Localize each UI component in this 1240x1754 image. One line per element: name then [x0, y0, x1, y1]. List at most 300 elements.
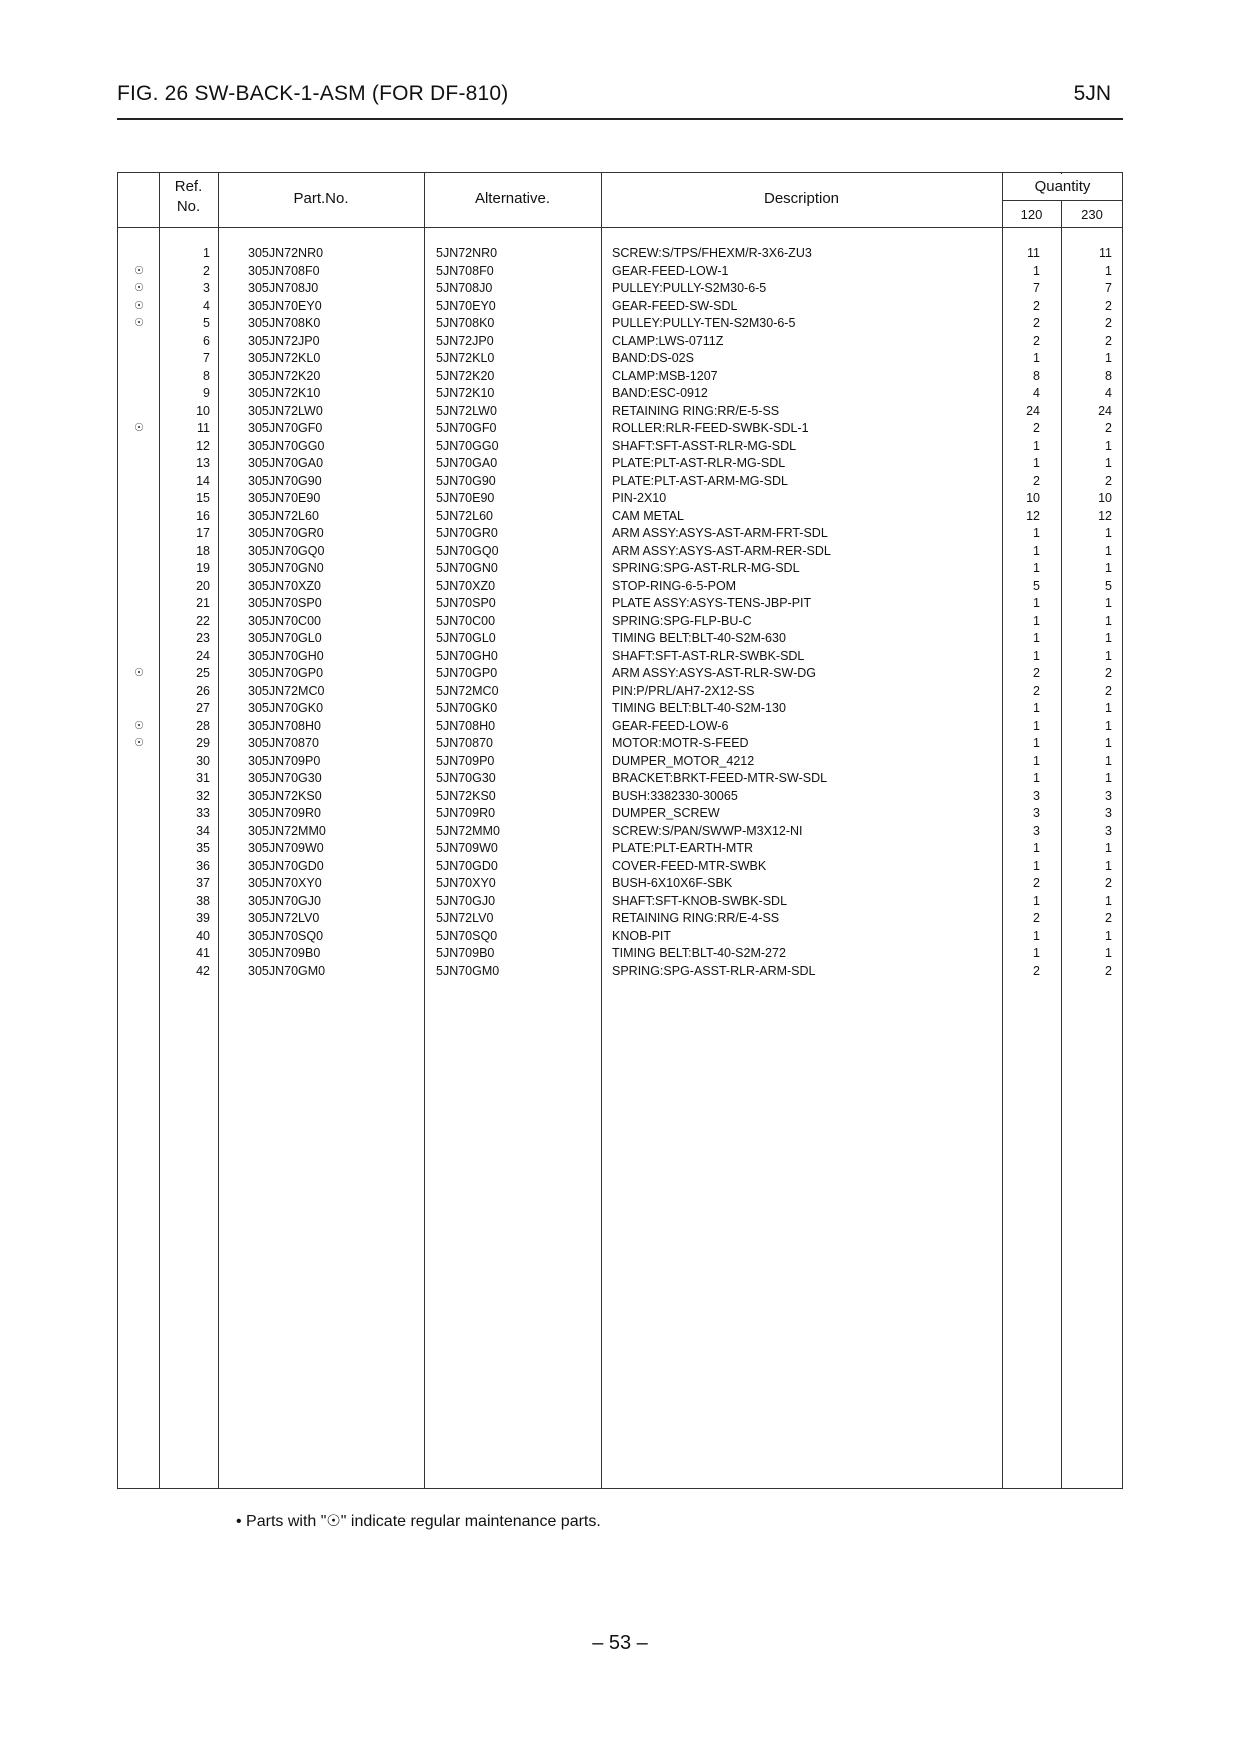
quantity-header: Quantity [1034, 178, 1091, 195]
page-header [117, 80, 1123, 120]
quantity-230-cell: 1 [1105, 526, 1112, 540]
maintenance-mark-icon: ☉ [134, 422, 144, 434]
table-row [118, 613, 1122, 631]
ref-no-cell: 7 [203, 351, 210, 365]
alternative-cell: 5JN70GK0 [436, 701, 498, 715]
quantity-230-cell: 1 [1105, 351, 1112, 365]
quantity-120-cell: 1 [1033, 561, 1040, 575]
part-no-cell: 305JN72LV0 [248, 911, 320, 925]
quantity-230-cell: 1 [1105, 701, 1112, 715]
part-no-cell: 305JN70EY0 [248, 298, 322, 313]
description-cell: STOP-RING-6-5-POM [612, 578, 737, 593]
table-row [118, 963, 1122, 981]
alternative-cell: 5JN72KL0 [436, 351, 495, 365]
part-no-cell: 305JN70XY0 [248, 876, 322, 890]
part-no-cell: 305JN72K20 [248, 368, 321, 383]
table-row [118, 700, 1122, 718]
quantity-120-cell: 1 [1033, 893, 1040, 908]
quantity-230-cell: 3 [1105, 823, 1112, 838]
alternative-cell: 5JN70GH0 [436, 648, 498, 663]
ref-no-cell: 26 [196, 683, 210, 698]
table-row [118, 385, 1122, 403]
table-row [118, 298, 1122, 316]
quantity-120-cell: 11 [1027, 246, 1040, 260]
description-header: Description [763, 190, 840, 207]
ref-no-cell: 2 [203, 263, 210, 278]
quantity-120-cell: 2 [1033, 333, 1040, 348]
table-row [118, 665, 1122, 683]
part-no-cell: 305JN72LW0 [248, 403, 323, 418]
quantity-230-cell: 24 [1098, 403, 1112, 418]
part-no-cell: 305JN72KL0 [248, 351, 321, 365]
ref-no-cell: 1 [203, 246, 210, 260]
part-no-cell: 305JN70SP0 [248, 596, 322, 610]
part-no-cell: 305JN70XZ0 [248, 578, 321, 593]
alternative-cell: 5JN708K0 [436, 316, 495, 330]
table-row [118, 508, 1122, 526]
quantity-divider [1002, 200, 1123, 201]
quantity-230-cell: 1 [1105, 648, 1112, 663]
ref-no-cell: 24 [196, 648, 210, 663]
ref-no-cell: 13 [196, 456, 210, 470]
ref-no-cell: 9 [203, 386, 210, 400]
quantity-120-cell: 2 [1033, 963, 1040, 978]
alternative-header: Alternative. [474, 190, 551, 207]
table-row [118, 630, 1122, 648]
alternative-cell: 5JN70E90 [436, 491, 495, 505]
part-no-cell: 305JN70GQ0 [248, 543, 325, 558]
table-row [118, 473, 1122, 491]
alternative-cell: 5JN70XY0 [436, 876, 496, 890]
table-row [118, 753, 1122, 771]
part-no-cell: 305JN70870 [248, 736, 319, 750]
maintenance-mark-icon: ☉ [134, 667, 144, 679]
table-row [118, 490, 1122, 508]
ref-no-cell: 42 [196, 963, 210, 978]
ref-no-cell: 29 [196, 736, 210, 750]
table-row [118, 840, 1122, 858]
alternative-cell: 5JN72LW0 [436, 403, 497, 418]
table-row [118, 560, 1122, 578]
quantity-120-cell: 3 [1033, 806, 1040, 820]
part-no-cell: 305JN70GR0 [248, 526, 324, 540]
ref-no-cell: 5 [203, 316, 210, 330]
part-no-cell: 305JN72JP0 [248, 333, 320, 348]
description-cell: CLAMP:LWS-0711Z [612, 333, 724, 348]
maintenance-footnote: • Parts with "☉" indicate regular maintenance parts. [236, 1513, 601, 1530]
alternative-cell: 5JN70GL0 [436, 631, 496, 645]
alternative-cell: 5JN70GM0 [436, 963, 500, 978]
part-no-cell: 305JN70GA0 [248, 456, 324, 470]
description-cell: PLATE:PLT-EARTH-MTR [612, 841, 753, 855]
quantity-230-cell: 2 [1105, 911, 1112, 925]
quantity-230-cell: 8 [1105, 368, 1112, 383]
description-cell: KNOB-PIT [612, 928, 672, 943]
alternative-cell: 5JN72JP0 [436, 333, 494, 348]
quantity-230-cell: 1 [1105, 613, 1112, 628]
part-no-cell: 305JN70GM0 [248, 963, 326, 978]
description-cell: GEAR-FEED-SW-SDL [612, 298, 738, 313]
ref-no-cell: 30 [196, 753, 210, 768]
quantity-120-cell: 1 [1033, 841, 1040, 855]
alternative-cell: 5JN70GP0 [436, 666, 498, 680]
quantity-230-cell: 2 [1105, 963, 1112, 978]
ref-no-cell: 10 [196, 403, 210, 418]
table-row [118, 315, 1122, 333]
quantity-230-cell: 1 [1105, 456, 1112, 470]
ref-no-cell: 16 [196, 508, 210, 523]
quantity-230-cell: 2 [1105, 421, 1112, 435]
description-cell: PIN:P/PRL/AH7-2X12-SS [612, 683, 755, 698]
quantity-120-cell: 2 [1033, 666, 1040, 680]
ref-no-cell: 27 [196, 701, 210, 715]
description-cell: BAND:ESC-0912 [612, 386, 708, 400]
ref-no-cell: 23 [196, 631, 210, 645]
maintenance-mark-icon: ☉ [134, 719, 144, 732]
table-row [118, 735, 1122, 753]
alternative-cell: 5JN708F0 [436, 263, 494, 278]
part-no-cell: 305JN70C00 [248, 613, 321, 628]
alternative-cell: 5JN709R0 [436, 806, 496, 820]
description-cell: DUMPER_MOTOR_4212 [612, 753, 755, 768]
quantity-120-cell: 4 [1033, 386, 1040, 400]
part-no-cell: 305JN70G30 [248, 771, 322, 785]
ref-no-cell: 17 [196, 526, 210, 540]
alternative-cell: 5JN70SQ0 [436, 928, 498, 943]
table-row [118, 648, 1122, 666]
ref-header [159, 177, 218, 217]
table-row [118, 770, 1122, 788]
ref-header-line1: Ref. [174, 178, 203, 195]
quantity-120-cell: 1 [1033, 456, 1040, 470]
part-no-cell: 305JN70GJ0 [248, 893, 321, 908]
description-cell: GEAR-FEED-LOW-1 [612, 263, 729, 278]
quantity-230-cell: 2 [1105, 333, 1112, 348]
ref-no-cell: 15 [196, 491, 210, 505]
table-row [118, 910, 1122, 928]
ref-header-line2: No. [176, 198, 201, 215]
ref-no-cell: 11 [197, 421, 210, 435]
alternative-cell: 5JN708J0 [436, 281, 493, 295]
quantity-230-cell: 1 [1105, 561, 1112, 575]
quantity-230-cell: 1 [1105, 771, 1112, 785]
alternative-cell: 5JN708H0 [436, 718, 496, 733]
alternative-cell: 5JN70C00 [436, 613, 496, 628]
part-no-cell: 305JN70GK0 [248, 701, 324, 715]
alternative-cell: 5JN72NR0 [436, 246, 498, 260]
ref-no-cell: 21 [196, 596, 210, 610]
quantity-120-cell: 24 [1026, 403, 1040, 418]
quantity-120-cell: 1 [1033, 263, 1040, 278]
description-cell: PULLEY:PULLY-TEN-S2M30-6-5 [612, 316, 796, 330]
ref-no-cell: 39 [196, 911, 210, 925]
description-cell: RETAINING RING:RR/E-4-SS [612, 911, 780, 925]
ref-no-cell: 4 [203, 298, 210, 313]
quantity-230-cell: 1 [1105, 946, 1112, 960]
table-row [118, 455, 1122, 473]
table-row [118, 420, 1122, 438]
part-no-cell: 305JN70GH0 [248, 648, 324, 663]
part-no-cell: 305JN70GL0 [248, 631, 322, 645]
part-no-cell: 305JN709B0 [248, 946, 321, 960]
quantity-120-cell: 2 [1033, 316, 1040, 330]
quantity-120-cell: 1 [1033, 928, 1040, 943]
ref-no-cell: 3 [203, 281, 210, 295]
quantity-230-cell: 2 [1105, 473, 1112, 488]
table-row [118, 333, 1122, 351]
quantity-230-cell: 12 [1098, 508, 1112, 523]
alternative-cell: 5JN72KS0 [436, 788, 496, 803]
ref-no-cell: 22 [196, 613, 210, 628]
description-cell: ROLLER:RLR-FEED-SWBK-SDL-1 [612, 421, 809, 435]
description-cell: BUSH:3382330-30065 [612, 788, 738, 803]
part-no-cell: 305JN708H0 [248, 718, 321, 733]
ref-no-cell: 14 [196, 473, 210, 488]
quantity-230-cell: 1 [1105, 928, 1112, 943]
description-cell: SHAFT:SFT-ASST-RLR-MG-SDL [612, 438, 797, 453]
parts-table [117, 172, 1123, 1489]
ref-no-cell: 34 [196, 823, 210, 838]
part-no-cell: 305JN709W0 [248, 841, 324, 855]
description-cell: CLAMP:MSB-1207 [612, 368, 718, 383]
ref-no-cell: 20 [196, 578, 210, 593]
description-cell: DUMPER_SCREW [612, 806, 720, 820]
alternative-cell: 5JN70GN0 [436, 561, 498, 575]
description-cell: CAM METAL [612, 508, 684, 523]
alternative-cell: 5JN709B0 [436, 946, 495, 960]
quantity-120-cell: 7 [1033, 281, 1040, 295]
description-cell: BUSH-6X10X6F-SBK [612, 876, 733, 890]
ref-no-cell: 25 [196, 666, 210, 680]
quantity-120-cell: 3 [1033, 788, 1040, 803]
quantity-230-header: 230 [1081, 207, 1103, 222]
quantity-120-cell: 2 [1033, 876, 1040, 890]
quantity-230-cell: 1 [1105, 736, 1112, 750]
part-no-cell: 305JN72KS0 [248, 788, 322, 803]
description-cell: BRACKET:BRKT-FEED-MTR-SW-SDL [612, 771, 828, 785]
quantity-230-cell: 1 [1105, 631, 1112, 645]
alternative-cell: 5JN70GJ0 [436, 893, 496, 908]
alternative-cell: 5JN70GF0 [436, 421, 497, 435]
ref-no-cell: 6 [203, 333, 210, 348]
quantity-120-cell: 1 [1033, 526, 1040, 540]
maintenance-mark-icon: ☉ [134, 317, 144, 329]
ref-no-cell: 8 [203, 368, 210, 383]
page-number: – 53 – [592, 1632, 648, 1654]
part-no-cell: 305JN70SQ0 [248, 928, 324, 943]
quantity-120-cell: 1 [1033, 701, 1040, 715]
quantity-120-cell: 1 [1033, 351, 1040, 365]
table-row [118, 438, 1122, 456]
table-row [118, 525, 1122, 543]
quantity-120-cell: 2 [1033, 473, 1040, 488]
description-cell: SPRING:SPG-FLP-BU-C [612, 613, 752, 628]
ref-no-cell: 19 [196, 561, 210, 575]
table-row [118, 875, 1122, 893]
maintenance-mark-icon: ☉ [134, 282, 144, 294]
description-cell: PIN-2X10 [612, 491, 667, 505]
description-cell: SCREW:S/TPS/FHEXM/R-3X6-ZU3 [612, 246, 812, 260]
quantity-230-cell: 4 [1105, 386, 1112, 400]
table-row [118, 823, 1122, 841]
part-no-cell: 305JN70GN0 [248, 561, 324, 575]
quantity-120-cell: 1 [1033, 648, 1040, 663]
quantity-120-cell: 1 [1033, 858, 1040, 873]
table-row [118, 928, 1122, 946]
table-row [118, 805, 1122, 823]
quantity-230-cell: 2 [1105, 666, 1112, 680]
quantity-230-cell: 11 [1099, 246, 1112, 260]
part-no-cell: 305JN72NR0 [248, 246, 324, 260]
quantity-120-cell: 5 [1033, 578, 1040, 593]
description-cell: SPRING:SPG-AST-RLR-MG-SDL [612, 561, 800, 575]
alternative-cell: 5JN70GD0 [436, 858, 498, 873]
quantity-120-cell: 1 [1033, 596, 1040, 610]
table-row [118, 718, 1122, 736]
alternative-cell: 5JN72L60 [436, 508, 493, 523]
quantity-120-cell: 8 [1033, 368, 1040, 383]
table-row [118, 245, 1122, 263]
alternative-cell: 5JN70G90 [436, 473, 496, 488]
alternative-cell: 5JN72K20 [436, 368, 495, 383]
part-no-cell: 305JN708K0 [248, 316, 321, 330]
quantity-120-header: 120 [1020, 207, 1043, 222]
quantity-120-cell: 2 [1033, 683, 1040, 698]
quantity-230-cell: 1 [1105, 263, 1112, 278]
ref-no-cell: 32 [196, 788, 210, 803]
quantity-230-cell: 2 [1105, 316, 1112, 330]
description-cell: ARM ASSY:ASYS-AST-RLR-SW-DG [612, 666, 816, 680]
description-cell: SHAFT:SFT-KNOB-SWBK-SDL [612, 893, 788, 908]
table-row [118, 543, 1122, 561]
table-row [118, 350, 1122, 368]
alternative-cell: 5JN72K10 [436, 386, 495, 400]
part-no-cell: 305JN70E90 [248, 491, 321, 505]
description-cell: MOTOR:MOTR-S-FEED [612, 736, 749, 750]
quantity-230-cell: 5 [1105, 578, 1112, 593]
quantity-120-cell: 1 [1033, 771, 1040, 785]
description-cell: PULLEY:PULLY-S2M30-6-5 [612, 281, 767, 295]
quantity-120-cell: 12 [1026, 508, 1040, 523]
description-cell: TIMING BELT:BLT-40-S2M-630 [612, 631, 786, 645]
quantity-230-cell: 7 [1105, 281, 1112, 295]
quantity-230-cell: 1 [1105, 753, 1112, 768]
alternative-cell: 5JN72MM0 [436, 823, 500, 838]
table-row [118, 788, 1122, 806]
quantity-230-cell: 1 [1105, 893, 1112, 908]
part-no-cell: 305JN72K10 [248, 386, 321, 400]
alternative-cell: 5JN72LV0 [436, 911, 494, 925]
model-code: 5JN [1073, 82, 1111, 105]
part-no-cell: 305JN70GD0 [248, 858, 324, 873]
description-cell: ARM ASSY:ASYS-AST-ARM-RER-SDL [612, 543, 831, 558]
part-no-cell: 305JN70G90 [248, 473, 322, 488]
quantity-120-cell: 1 [1033, 946, 1040, 960]
quantity-120-cell: 2 [1033, 298, 1040, 313]
part-no-cell: 305JN70GF0 [248, 421, 323, 435]
maintenance-mark-icon: ☉ [134, 264, 144, 277]
quantity-120-cell: 3 [1033, 823, 1040, 838]
table-row [118, 683, 1122, 701]
maintenance-mark-icon: ☉ [134, 299, 144, 312]
part-no-cell: 305JN70GP0 [248, 666, 324, 680]
table-row [118, 263, 1122, 281]
part-no-cell: 305JN708J0 [248, 281, 319, 295]
ref-no-cell: 40 [196, 928, 210, 943]
description-cell: PLATE ASSY:ASYS-TENS-JBP-PIT [612, 596, 812, 610]
alternative-cell: 5JN70XZ0 [436, 578, 496, 593]
alternative-cell: 5JN72MC0 [436, 683, 499, 698]
alternative-cell: 5JN70GA0 [436, 456, 498, 470]
figure-title: FIG. 26 SW-BACK-1-ASM (FOR DF-810) [117, 82, 509, 105]
quantity-230-cell: 1 [1105, 543, 1112, 558]
table-row [118, 945, 1122, 963]
quantity-120-cell: 1 [1033, 718, 1040, 733]
quantity-230-cell: 3 [1105, 806, 1112, 820]
part-no-cell: 305JN70GG0 [248, 438, 325, 453]
ref-no-cell: 36 [196, 858, 210, 873]
ref-no-cell: 33 [196, 806, 210, 820]
description-cell: RETAINING RING:RR/E-5-SS [612, 403, 780, 418]
quantity-120-cell: 10 [1026, 491, 1040, 505]
quantity-230-cell: 1 [1105, 841, 1112, 855]
ref-no-cell: 12 [196, 438, 210, 453]
quantity-230-cell: 2 [1105, 298, 1112, 313]
quantity-230-cell: 2 [1105, 683, 1112, 698]
description-cell: PLATE:PLT-AST-ARM-MG-SDL [612, 473, 788, 488]
alternative-cell: 5JN70GG0 [436, 438, 499, 453]
alternative-cell: 5JN70SP0 [436, 596, 496, 610]
ref-no-cell: 37 [196, 876, 210, 890]
quantity-120-cell: 1 [1033, 543, 1040, 558]
description-cell: TIMING BELT:BLT-40-S2M-130 [612, 701, 786, 715]
part-no-cell: 305JN708F0 [248, 263, 320, 278]
table-row [118, 368, 1122, 386]
part-no-header: Part.No. [293, 190, 349, 207]
ref-no-cell: 35 [196, 841, 210, 855]
alternative-cell: 5JN70G30 [436, 771, 496, 785]
part-no-cell: 305JN72L60 [248, 508, 319, 523]
description-cell: ARM ASSY:ASYS-AST-ARM-FRT-SDL [612, 526, 828, 540]
alternative-cell: 5JN70GR0 [436, 526, 498, 540]
description-cell: PLATE:PLT-AST-RLR-MG-SDL [612, 456, 786, 470]
quantity-230-cell: 2 [1105, 876, 1112, 890]
part-no-cell: 305JN72MM0 [248, 823, 326, 838]
part-no-cell: 305JN72MC0 [248, 683, 325, 698]
table-row [118, 280, 1122, 298]
header-divider [118, 227, 1123, 228]
alternative-cell: 5JN709P0 [436, 753, 495, 768]
part-no-cell: 305JN709P0 [248, 753, 321, 768]
quantity-120-cell: 1 [1033, 438, 1040, 453]
quantity-120-cell: 1 [1033, 753, 1040, 768]
table-row [118, 578, 1122, 596]
table-row [118, 858, 1122, 876]
table-row [118, 595, 1122, 613]
maintenance-mark-icon: ☉ [134, 737, 144, 749]
alternative-cell: 5JN709W0 [436, 841, 498, 855]
quantity-120-cell: 2 [1033, 421, 1040, 435]
table-row [118, 403, 1122, 421]
description-cell: SCREW:S/PAN/SWWP-M3X12-NI [612, 823, 803, 838]
ref-no-cell: 28 [196, 718, 210, 733]
table-row [118, 893, 1122, 911]
alternative-cell: 5JN70870 [436, 736, 493, 750]
quantity-230-cell: 3 [1105, 788, 1112, 803]
ref-no-cell: 41 [196, 946, 210, 960]
description-cell: SHAFT:SFT-AST-RLR-SWBK-SDL [612, 648, 805, 663]
quantity-230-cell: 1 [1105, 858, 1112, 873]
